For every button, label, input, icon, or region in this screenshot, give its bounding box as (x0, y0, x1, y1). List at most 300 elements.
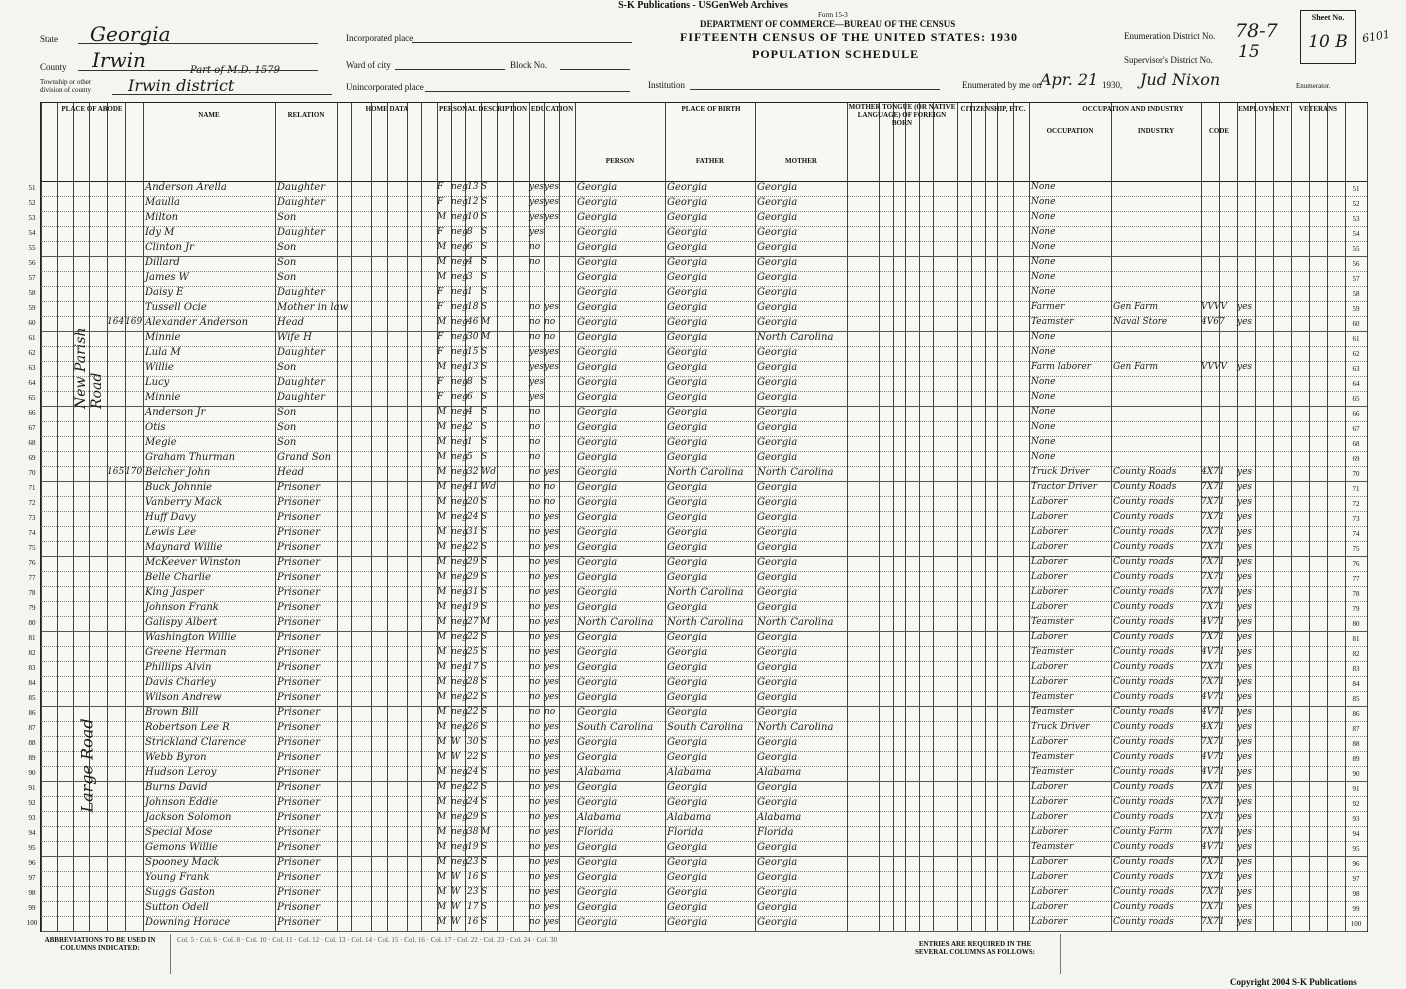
relation: Daughter (277, 287, 325, 298)
birthplace-mother: Georgia (757, 662, 798, 673)
marital-status: S (481, 257, 488, 267)
relation: Son (277, 437, 297, 448)
header-employment: EMPLOYMENT (1238, 105, 1290, 113)
birthplace-person: Georgia (577, 317, 618, 328)
code: 7X71 (1201, 542, 1225, 552)
race: neg (451, 527, 468, 537)
age: 28 (467, 677, 479, 687)
code: 7X71 (1201, 827, 1225, 837)
school-attendance: no (529, 242, 541, 252)
age: 17 (467, 662, 479, 672)
township-value: Irwin district (128, 76, 235, 95)
sex: M (437, 587, 447, 597)
row-number-left: 95 (28, 844, 36, 852)
relation: Prisoner (277, 797, 320, 808)
person-name: Milton (145, 212, 179, 223)
birthplace-person: Florida (577, 827, 614, 838)
sex: M (437, 497, 447, 507)
occupation: Laborer (1031, 782, 1068, 792)
person-name: Hudson Leroy (145, 767, 217, 778)
race: neg (451, 257, 468, 267)
relation: Daughter (277, 182, 325, 193)
person-name: Sutton Odell (145, 902, 209, 913)
race: neg (451, 482, 468, 492)
school-attendance: no (529, 752, 541, 762)
occupation: None (1031, 212, 1056, 222)
birthplace-person: Georgia (577, 782, 618, 793)
row-number-right: 80 (1352, 620, 1360, 628)
row-number-right: 54 (1352, 230, 1360, 238)
occupation: None (1031, 257, 1056, 267)
school-attendance: no (529, 527, 541, 537)
can-read: no (544, 497, 556, 507)
school-attendance: no (529, 827, 541, 837)
occupation: None (1031, 452, 1056, 462)
person-name: Special Mose (145, 827, 213, 838)
code: 7X71 (1201, 737, 1225, 747)
sex: M (437, 452, 447, 462)
birthplace-person: Georgia (577, 692, 618, 703)
birthplace-father: Georgia (667, 362, 708, 373)
header-person: PERSON (605, 157, 635, 165)
person-name: Johnson Eddie (145, 797, 218, 808)
code: 4V71 (1201, 752, 1225, 762)
row-number-right: 81 (1352, 635, 1360, 643)
race: neg (451, 587, 468, 597)
sex: M (437, 782, 447, 792)
birthplace-father: Georgia (667, 197, 708, 208)
sex: F (437, 197, 444, 207)
birthplace-mother: Georgia (757, 482, 798, 493)
can-read: yes (544, 887, 560, 897)
supervisor-label: Supervisor's District No. (1124, 55, 1213, 65)
can-read: no (544, 332, 556, 342)
birthplace-mother: Florida (757, 827, 794, 838)
birthplace-person: Georgia (577, 797, 618, 808)
relation: Prisoner (277, 527, 320, 538)
marital-status: M (481, 332, 491, 342)
birthplace-father: Georgia (667, 782, 708, 793)
row-number-left: 84 (28, 679, 36, 687)
birthplace-mother: Georgia (757, 557, 798, 568)
occupation: None (1031, 272, 1056, 282)
industry: County roads (1113, 527, 1174, 537)
occupation: Teamster (1031, 752, 1074, 762)
relation: Mother in law (277, 302, 349, 313)
birthplace-father: Florida (667, 827, 704, 838)
school-attendance: no (529, 512, 541, 522)
code: 7X71 (1201, 797, 1225, 807)
row-number-right: 89 (1352, 755, 1360, 763)
table-row (28, 511, 1367, 526)
row-number-left: 99 (28, 904, 36, 912)
age: 4 (467, 407, 473, 417)
marital-status: S (481, 647, 488, 657)
row-number-right: 100 (1350, 920, 1362, 928)
table-row (28, 301, 1367, 316)
relation: Daughter (277, 197, 325, 208)
incorporated-label: Incorporated place (346, 33, 414, 43)
relation: Prisoner (277, 482, 320, 493)
birthplace-person: Georgia (577, 677, 618, 688)
person-name: James W (145, 272, 189, 283)
sex: F (437, 392, 444, 402)
table-row (28, 451, 1367, 466)
birthplace-person: Alabama (577, 767, 622, 778)
occupation: Laborer (1031, 602, 1068, 612)
relation: Prisoner (277, 647, 320, 658)
race: neg (451, 302, 468, 312)
industry: County roads (1113, 722, 1174, 732)
can-read: yes (544, 182, 560, 192)
sex: M (437, 407, 447, 417)
family-number: 170 (125, 467, 143, 477)
relation: Prisoner (277, 812, 320, 823)
state-value: Georgia (90, 22, 171, 46)
birthplace-mother: North Carolina (757, 332, 834, 343)
birthplace-person: Georgia (577, 452, 618, 463)
employed: yes (1237, 647, 1253, 657)
row-number-left: 100 (26, 919, 38, 927)
birthplace-person: Georgia (577, 302, 618, 313)
industry: County roads (1113, 842, 1174, 852)
street-label-2: Large Road (77, 718, 97, 813)
header-name: NAME (198, 111, 220, 119)
person-name: Greene Herman (145, 647, 227, 658)
street-label-1: New Parish Road (73, 327, 105, 409)
race: neg (451, 242, 468, 252)
table-row (28, 841, 1367, 856)
occupation: Truck Driver (1031, 467, 1090, 477)
school-attendance: no (529, 857, 541, 867)
relation: Son (277, 212, 297, 223)
industry: Gen Farm (1113, 362, 1159, 372)
sex: M (437, 527, 447, 537)
birthplace-father: Alabama (667, 767, 712, 778)
row-number-right: 87 (1352, 725, 1360, 733)
birthplace-mother: Georgia (757, 902, 798, 913)
age: 10 (467, 212, 479, 222)
school-attendance: no (529, 647, 541, 657)
sex: M (437, 632, 447, 642)
sex: M (437, 257, 447, 267)
code: 4V71 (1201, 842, 1225, 852)
row-number-left: 62 (28, 349, 36, 357)
industry: County roads (1113, 707, 1174, 717)
birthplace-person: Georgia (577, 212, 618, 223)
birthplace-father: Georgia (667, 332, 708, 343)
industry: County roads (1113, 902, 1174, 912)
occupation: Laborer (1031, 737, 1068, 747)
age: 31 (467, 587, 479, 597)
sex: M (437, 902, 447, 912)
race: neg (451, 227, 468, 237)
can-read: yes (544, 737, 560, 747)
age: 4 (467, 257, 473, 267)
birthplace-mother: Georgia (757, 452, 798, 463)
age: 38 (467, 827, 479, 837)
row-number-right: 63 (1352, 365, 1360, 373)
birthplace-person: Georgia (577, 362, 618, 373)
header-home-data: HOME DATA (365, 105, 409, 113)
school-attendance: yes (529, 212, 545, 222)
industry: County roads (1113, 797, 1174, 807)
employed: yes (1237, 902, 1253, 912)
birthplace-father: Georgia (667, 887, 708, 898)
occupation: None (1031, 197, 1056, 207)
employed: yes (1237, 572, 1253, 582)
industry: County roads (1113, 752, 1174, 762)
can-read: no (544, 317, 556, 327)
employed: yes (1237, 917, 1253, 927)
occupation: None (1031, 332, 1056, 342)
code: 7X71 (1201, 677, 1225, 687)
occupation: None (1031, 422, 1056, 432)
school-attendance: yes (529, 392, 545, 402)
birthplace-father: Georgia (667, 182, 708, 193)
row-number-right: 55 (1352, 245, 1360, 253)
row-number-left: 56 (28, 259, 36, 267)
birthplace-father: Georgia (667, 392, 708, 403)
row-number-right: 57 (1352, 275, 1360, 283)
birthplace-person: Georgia (577, 512, 618, 523)
table-row (28, 481, 1367, 496)
table-row (28, 241, 1367, 256)
birthplace-father: Georgia (667, 737, 708, 748)
industry: County Farm (1113, 827, 1173, 837)
school-attendance: no (529, 572, 541, 582)
sex: F (437, 287, 444, 297)
race: neg (451, 662, 468, 672)
table-row (28, 256, 1367, 271)
occupation: Laborer (1031, 542, 1068, 552)
relation: Head (277, 317, 305, 328)
birthplace-mother: North Carolina (757, 722, 834, 733)
race: neg (451, 377, 468, 387)
birthplace-mother: Georgia (757, 347, 798, 358)
industry: County roads (1113, 917, 1174, 927)
table-row (28, 271, 1367, 286)
age: 16 (467, 917, 479, 927)
relation: Prisoner (277, 617, 320, 628)
relation: Son (277, 242, 297, 253)
school-attendance: no (529, 587, 541, 597)
sex: M (437, 887, 447, 897)
row-number-left: 73 (28, 514, 36, 522)
can-read: yes (544, 587, 560, 597)
birthplace-person: Georgia (577, 497, 618, 508)
marital-status: S (481, 812, 488, 822)
school-attendance: no (529, 317, 541, 327)
occupation: Teamster (1031, 842, 1074, 852)
school-attendance: no (529, 842, 541, 852)
birthplace-person: Georgia (577, 902, 618, 913)
sex: M (437, 737, 447, 747)
row-number-left: 67 (28, 424, 36, 432)
birthplace-father: Georgia (667, 302, 708, 313)
supervisor-value: 15 (1238, 42, 1260, 62)
row-number-left: 88 (28, 739, 36, 747)
race: neg (451, 677, 468, 687)
person-name: Suggs Gaston (145, 887, 215, 898)
row-number-left: 98 (28, 889, 36, 897)
dwelling-number: 165 (107, 467, 125, 477)
marital-status: S (481, 272, 488, 282)
industry: Gen Farm (1113, 302, 1159, 312)
age: 17 (467, 902, 479, 912)
employed: yes (1237, 557, 1253, 567)
industry: County roads (1113, 857, 1174, 867)
row-number-left: 71 (28, 484, 36, 492)
sex: M (437, 917, 447, 927)
marital-status: M (481, 317, 491, 327)
marital-status: S (481, 662, 488, 672)
row-number-left: 63 (28, 364, 36, 372)
relation: Prisoner (277, 587, 320, 598)
person-name: Robertson Lee R (145, 722, 230, 733)
race: W (451, 737, 461, 747)
table-row (28, 496, 1367, 511)
table-row (28, 196, 1367, 211)
age: 13 (467, 182, 479, 192)
sex: M (437, 722, 447, 732)
birthplace-father: Georgia (667, 527, 708, 538)
occupation: None (1031, 182, 1056, 192)
race: neg (451, 422, 468, 432)
person-name: Gemons Willie (145, 842, 218, 853)
table-row (28, 901, 1367, 916)
industry: County roads (1113, 767, 1174, 777)
birthplace-mother: Alabama (757, 767, 802, 778)
marital-status: S (481, 542, 488, 552)
relation: Daughter (277, 392, 325, 403)
can-read: yes (544, 197, 560, 207)
person-name: Belcher John (145, 467, 211, 478)
row-number-right: 72 (1352, 500, 1360, 508)
birthplace-person: Georgia (577, 182, 618, 193)
relation: Prisoner (277, 782, 320, 793)
table-row (28, 286, 1367, 301)
row-number-right: 70 (1352, 470, 1360, 478)
age: 5 (467, 452, 473, 462)
marital-status: S (481, 902, 488, 912)
relation: Prisoner (277, 662, 320, 673)
marital-status: S (481, 842, 488, 852)
marital-status: S (481, 212, 488, 222)
person-name: Tussell Ocie (145, 302, 207, 313)
occupation: Laborer (1031, 632, 1068, 642)
race: W (451, 887, 461, 897)
employed: yes (1237, 722, 1253, 732)
person-name: Belle Charlie (145, 572, 211, 583)
school-attendance: no (529, 902, 541, 912)
occupation: Laborer (1031, 512, 1068, 522)
race: neg (451, 722, 468, 732)
table-row (28, 631, 1367, 646)
can-read: yes (544, 572, 560, 582)
person-name: Washington Willie (145, 632, 237, 643)
employed: yes (1237, 362, 1253, 372)
race: neg (451, 392, 468, 402)
code: 4V71 (1201, 767, 1225, 777)
can-read: yes (544, 647, 560, 657)
age: 24 (467, 767, 479, 777)
can-read: yes (544, 527, 560, 537)
person-name: Lucy (145, 377, 170, 388)
school-attendance: no (529, 707, 541, 717)
birthplace-person: Georgia (577, 332, 618, 343)
age: 46 (467, 317, 479, 327)
birthplace-father: Georgia (667, 902, 708, 913)
person-name: Burns David (145, 782, 208, 793)
marital-status: S (481, 767, 488, 777)
race: W (451, 752, 461, 762)
row-number-left: 83 (28, 664, 36, 672)
occupation: None (1031, 437, 1056, 447)
marital-status: S (481, 422, 488, 432)
birthplace-mother: North Carolina (757, 467, 834, 478)
table-row (28, 661, 1367, 676)
age: 27 (467, 617, 479, 627)
code: VVVV (1201, 362, 1227, 372)
birthplace-father: Georgia (667, 407, 708, 418)
copyright: Copyright 2004 S-K Publications (1230, 977, 1357, 987)
occupation: Laborer (1031, 872, 1068, 882)
footer-abbrev-table: Col. 5 · Col. 6 · Col. 8 · Col. 10 · Col. 11 · Col. 12 · Col. 13 · Col. 14 · Col. 15 · Col. 16 · Col. 17 · Col. 22 · Col. 23 · Col. 24 · Col. 30 (170, 934, 901, 974)
table-row (28, 541, 1367, 556)
sex: F (437, 227, 444, 237)
birthplace-father: Georgia (667, 692, 708, 703)
birthplace-person: South Carolina (577, 722, 654, 733)
sex: M (437, 242, 447, 252)
sex: M (437, 797, 447, 807)
birthplace-father: Georgia (667, 377, 708, 388)
row-number-left: 52 (28, 199, 36, 207)
code: 4V71 (1201, 707, 1225, 717)
code: 4V71 (1201, 692, 1225, 702)
relation: Prisoner (277, 887, 320, 898)
relation: Prisoner (277, 677, 320, 688)
employed: yes (1237, 602, 1253, 612)
table-row (28, 646, 1367, 661)
code: 4V67 (1201, 317, 1225, 327)
row-number-left: 59 (28, 304, 36, 312)
school-attendance: no (529, 677, 541, 687)
employed: yes (1237, 797, 1253, 807)
enumerated-date: Apr. 21 (1040, 70, 1099, 89)
person-name: Graham Thurman (145, 452, 236, 463)
person-name: McKeever Winston (145, 557, 241, 568)
table-row (28, 706, 1367, 721)
can-read: yes (544, 632, 560, 642)
birthplace-father: Georgia (667, 212, 708, 223)
row-number-right: 97 (1352, 875, 1360, 883)
enumerator-label: Enumerator. (1296, 82, 1331, 90)
township-note: Part of M.D. 1579 (190, 65, 281, 76)
race: neg (451, 632, 468, 642)
footer-abbrev-title: ABBREVIATIONS TO BE USED IN COLUMNS INDICATED: (44, 936, 156, 952)
relation: Prisoner (277, 602, 320, 613)
sex: M (437, 467, 447, 477)
row-number-right: 93 (1352, 815, 1360, 823)
employed: yes (1237, 767, 1253, 777)
race: neg (451, 602, 468, 612)
race: W (451, 872, 461, 882)
code: 4X71 (1201, 722, 1225, 732)
age: 29 (467, 572, 479, 582)
row-number-right: 74 (1352, 530, 1360, 538)
employed: yes (1237, 302, 1253, 312)
